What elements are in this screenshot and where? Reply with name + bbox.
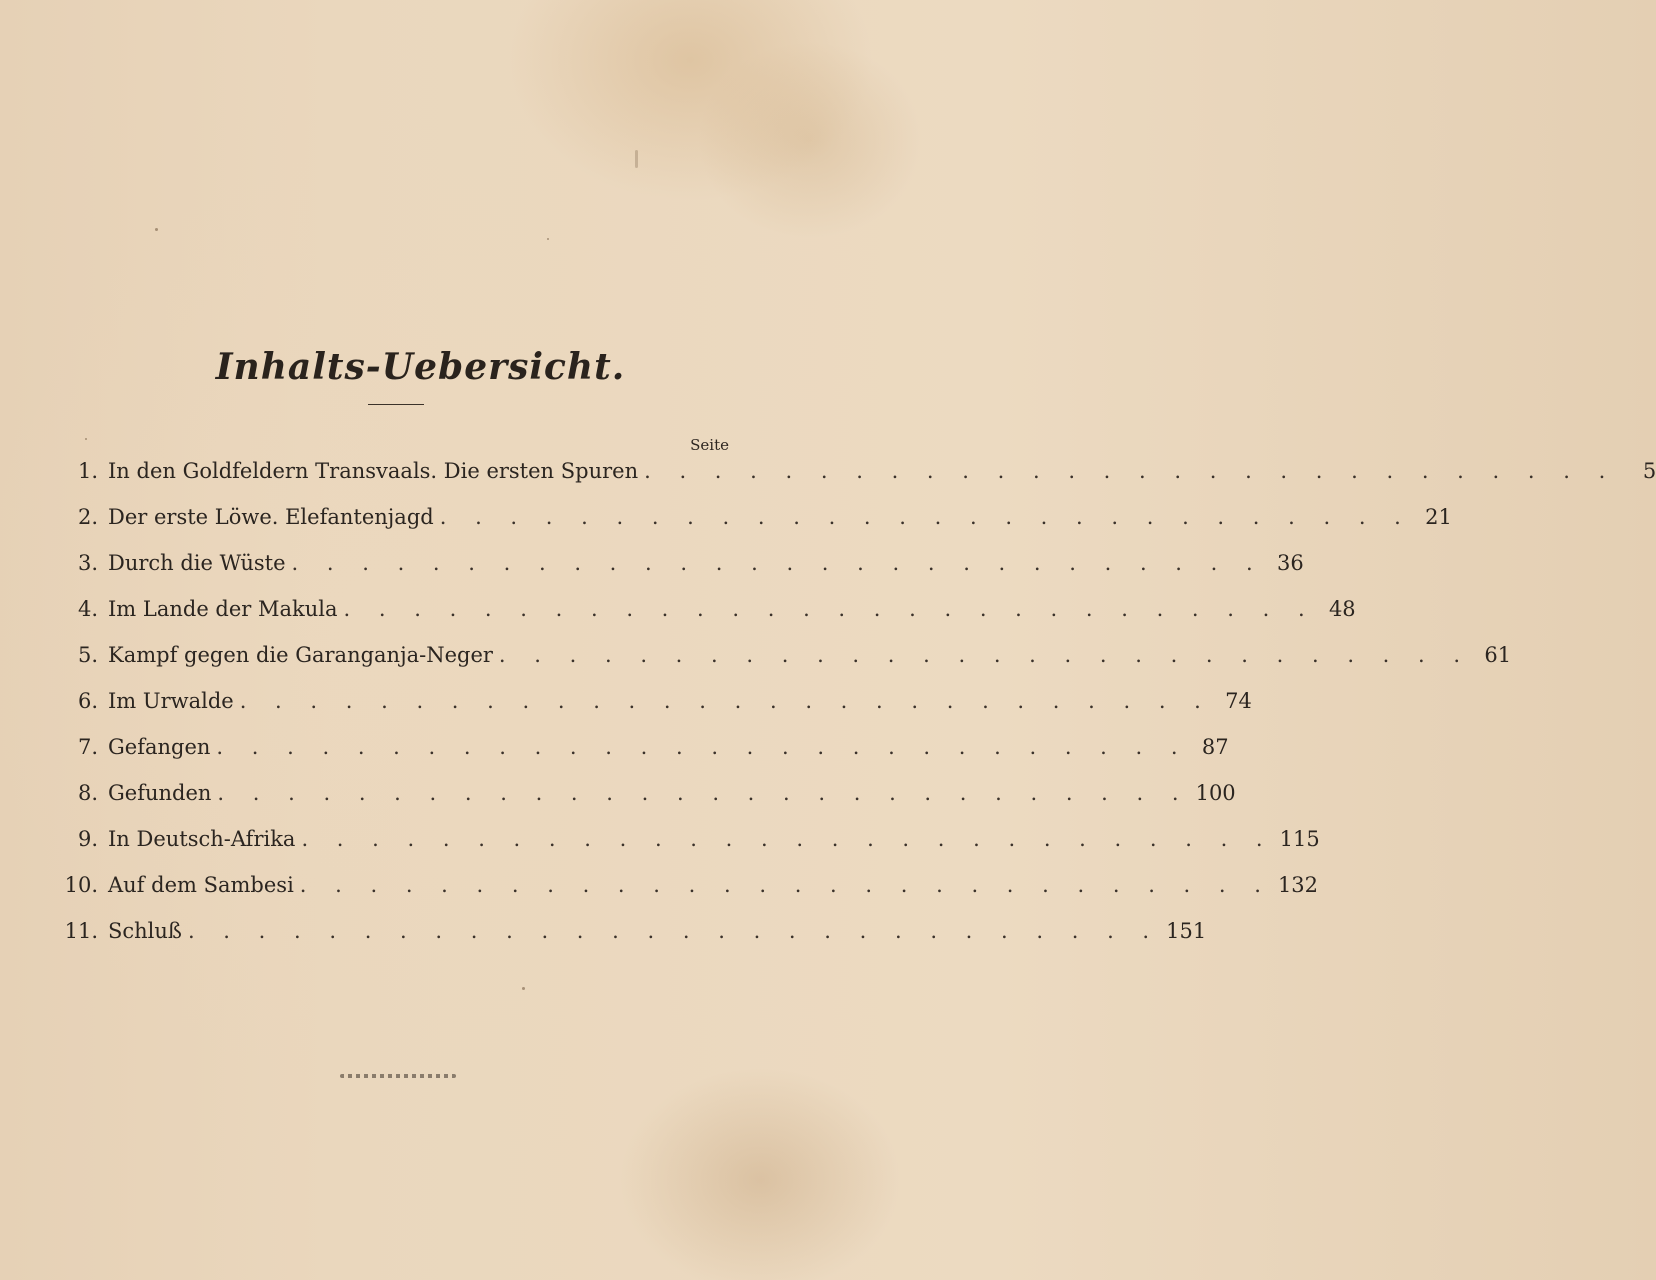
toc-entry bbox=[60, 862, 1319, 908]
paper-speck bbox=[635, 150, 638, 168]
dot-leader: . . . . . . . . . . . . . . . . . . . . . . . . . . . . bbox=[291, 551, 1264, 575]
toc-entry-page: 36 bbox=[1276, 551, 1304, 575]
dot-leader: . . . . . . . . . . . . . . . . . . . . . . . . . . . . bbox=[343, 597, 1316, 621]
toc-entry-title: Gefunden bbox=[108, 781, 212, 805]
dot-leader: . . . . . . . . . . . . . . . . . . . . . . . . . . . . bbox=[439, 505, 1412, 529]
toc-entry bbox=[60, 770, 1236, 816]
dot-leader: . . . . . . . . . . . . . . . . . . . . . . . . . . . . bbox=[217, 781, 1190, 805]
toc-entry bbox=[60, 816, 1320, 862]
dot-leader: . . . . . . . . . . . . . . . . . . . . . . . . . . . . bbox=[216, 735, 1189, 759]
toc-entry-number: 10. bbox=[64, 873, 98, 897]
toc-entry bbox=[60, 586, 1356, 632]
toc-entry-title: Im Lande der Makula bbox=[108, 597, 338, 621]
dot-leader: . . . . . . . . . . . . . . . . . . . . . . . . . . . . bbox=[498, 643, 1472, 667]
toc-entry-number: 8. bbox=[77, 781, 98, 805]
toc-entry bbox=[60, 908, 1207, 954]
dot-leader: . . . . . . . . . . . . . . . . . . . . . . . . . . . . bbox=[239, 689, 1212, 713]
paper-speck bbox=[547, 238, 549, 240]
toc-entry-title: In Deutsch-Afrika bbox=[108, 827, 296, 851]
toc-entry-page: 5 bbox=[1642, 459, 1656, 483]
toc-entry-number: 1. bbox=[77, 459, 98, 483]
toc-entry bbox=[60, 494, 1452, 540]
toc-entry bbox=[60, 678, 1252, 724]
dot-leader: . . . . . . . . . . . . . . . . . . . . . . . . . . . . bbox=[644, 459, 1617, 483]
ornamental-divider bbox=[340, 1074, 456, 1078]
toc-entry-page: 100 bbox=[1195, 781, 1236, 805]
toc-entry bbox=[60, 632, 1512, 678]
toc-entry-number: 5. bbox=[77, 643, 98, 667]
toc-entry-number: 4. bbox=[77, 597, 98, 621]
dot-leader: . . . . . . . . . . . . . . . . . . . . . . . . . . . . bbox=[299, 873, 1272, 897]
toc-entry-number: 7. bbox=[77, 735, 98, 759]
toc-entry-title: Der erste Löwe. Elefantenjagd bbox=[108, 505, 434, 529]
toc-entry bbox=[60, 448, 1656, 494]
toc-entry-number: 11. bbox=[64, 919, 98, 943]
toc-entry-title: Im Urwalde bbox=[108, 689, 234, 713]
dot-leader: . . . . . . . . . . . . . . . . . . . . . . . . . . . . bbox=[187, 919, 1161, 943]
toc-entry bbox=[60, 724, 1229, 770]
toc-entry-number: 3. bbox=[77, 551, 98, 575]
title-divider bbox=[368, 404, 424, 405]
paper-speck bbox=[155, 228, 158, 231]
toc-entry-title: Schluß bbox=[108, 919, 182, 943]
toc-entry-number: 9. bbox=[77, 827, 98, 851]
toc-entry-page: 61 bbox=[1484, 643, 1512, 667]
paper-speck bbox=[522, 987, 525, 990]
toc-entry-number: 6. bbox=[77, 689, 98, 713]
toc-entry-title: Kampf gegen die Garanganja-Neger bbox=[108, 643, 493, 667]
toc-entry bbox=[60, 540, 1304, 586]
toc-entry-page: 74 bbox=[1225, 689, 1252, 713]
toc-entry-title: Durch die Wüste bbox=[108, 551, 286, 575]
dot-leader: . . . . . . . . . . . . . . . . . . . . . . . . . . . . bbox=[301, 827, 1274, 851]
toc-entry-page: 115 bbox=[1279, 827, 1320, 851]
toc-entry-page: 132 bbox=[1277, 873, 1319, 897]
table-of-contents bbox=[60, 448, 1656, 954]
toc-entry-title: Gefangen bbox=[108, 735, 211, 759]
paper-speck bbox=[85, 438, 87, 440]
page-column-header: Seite bbox=[690, 436, 729, 454]
page-title: Inhalts-Uebersicht. bbox=[215, 346, 626, 389]
toc-entry-page: 21 bbox=[1425, 505, 1452, 529]
toc-entry-page: 87 bbox=[1201, 735, 1229, 759]
toc-entry-page: 48 bbox=[1328, 597, 1356, 621]
toc-entry-title: Auf dem Sambesi bbox=[108, 873, 294, 897]
toc-entry-page: 151 bbox=[1166, 919, 1207, 943]
toc-entry-title: In den Goldfeldern Transvaals. Die ersten Spuren bbox=[108, 459, 639, 483]
toc-entry-number: 2. bbox=[77, 505, 98, 529]
